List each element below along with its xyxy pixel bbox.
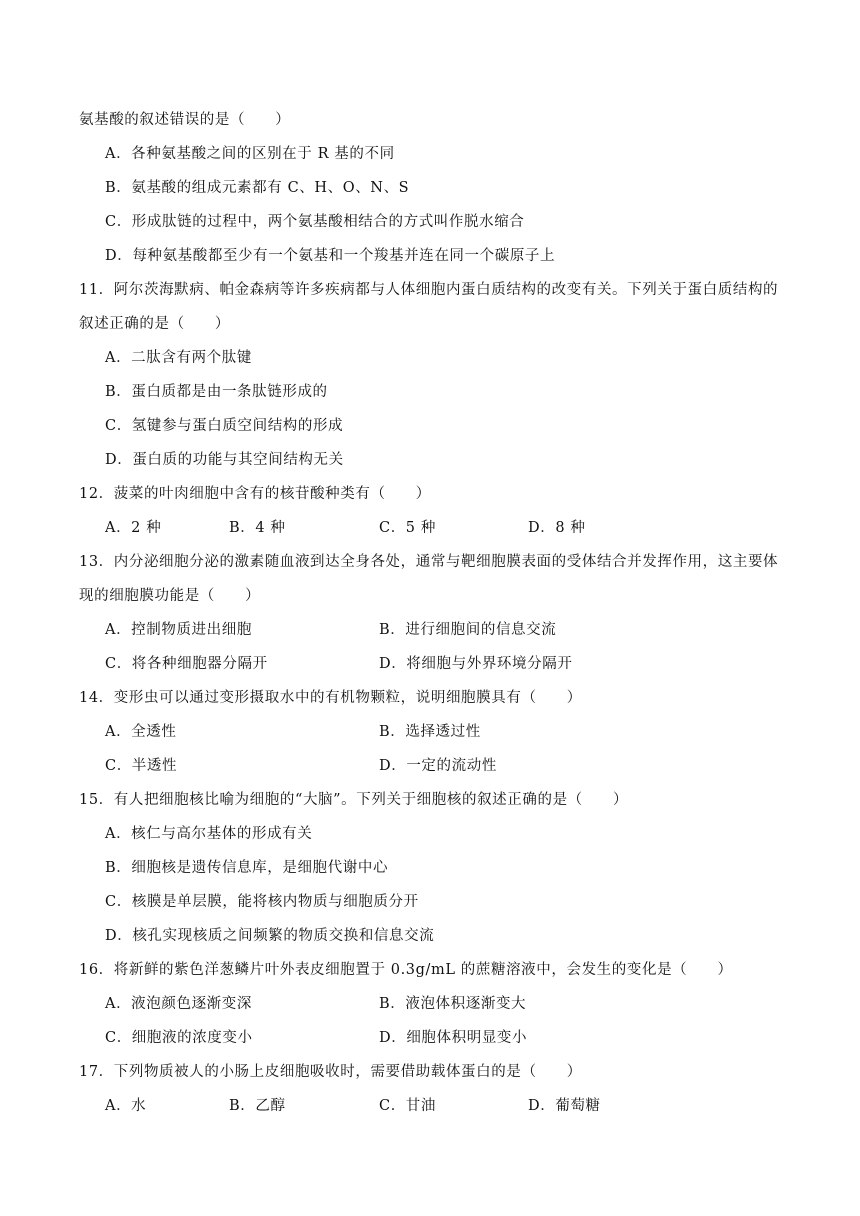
question-15-option-c: C．核膜是单层膜，能将核内物质与细胞质分开 — [105, 894, 419, 910]
question-12-stem: 12．菠菜的叶肉细胞中含有的核苷酸种类有（ ） — [79, 486, 431, 502]
question-11-option-d: D．蛋白质的功能与其空间结构无关 — [105, 452, 344, 468]
question-17-option-b: B．乙醇 — [229, 1098, 286, 1114]
question-14-option-a: A．全透性 — [105, 724, 177, 740]
question-11-option-b: B．蛋白质都是由一条肽链形成的 — [105, 384, 328, 400]
question-10-option-c: C．形成肽链的过程中，两个氨基酸相结合的方式叫作脱水缩合 — [105, 214, 525, 230]
question-14-option-d: D．一定的流动性 — [379, 758, 497, 774]
question-16-option-c: C．细胞液的浓度变小 — [105, 1030, 253, 1046]
question-13-stem-line-1: 13．内分泌细胞分泌的激素随血液到达全身各处，通常与靶细胞膜表面的受体结合并发挥作用，这主要体 — [79, 554, 779, 570]
question-10-option-b: B．氨基酸的组成元素都有 C、H、O、N、S — [105, 180, 410, 196]
question-13-option-a: A．控制物质进出细胞 — [105, 622, 252, 638]
question-15-option-a: A．核仁与高尔基体的形成有关 — [105, 826, 313, 842]
question-17-stem: 17．下列物质被人的小肠上皮细胞吸收时，需要借助载体蛋白的是（ ） — [79, 1064, 582, 1080]
question-10-stem-tail: 氨基酸的叙述错误的是（ ） — [79, 112, 291, 128]
question-10-option-a: A．各种氨基酸之间的区别在于 R 基的不同 — [105, 146, 395, 162]
question-15-stem: 15．有人把细胞核比喻为细胞的“大脑”。下列关于细胞核的叙述正确的是（ ） — [79, 792, 629, 808]
question-17-option-a: A．水 — [105, 1098, 147, 1114]
question-15-option-d: D．核孔实现核质之间频繁的物质交换和信息交流 — [105, 928, 435, 944]
question-12-option-a: A．2 种 — [105, 520, 162, 536]
question-12-option-d: D．8 种 — [528, 520, 586, 536]
question-10-option-d: D．每种氨基酸都至少有一个氨基和一个羧基并连在同一个碳原子上 — [105, 248, 556, 264]
question-16-stem: 16．将新鲜的紫色洋葱鳞片叶外表皮细胞置于 0.3g/mL 的蔗糖溶液中，会发生的变化是（ ） — [79, 962, 733, 978]
question-11-stem-line-1: 11．阿尔茨海默病、帕金森病等许多疾病都与人体细胞内蛋白质结构的改变有关。下列关于蛋白质结构的 — [79, 282, 779, 298]
question-12-option-c: C．5 种 — [379, 520, 436, 536]
question-12-option-b: B．4 种 — [229, 520, 286, 536]
question-11-stem-line-2: 叙述正确的是（ ） — [79, 316, 230, 332]
question-11-option-a: A．二肽含有两个肽键 — [105, 350, 252, 366]
question-13-option-c: C．将各种细胞器分隔开 — [105, 656, 268, 672]
question-17-option-c: C．甘油 — [379, 1098, 436, 1114]
question-13-option-b: B．进行细胞间的信息交流 — [379, 622, 557, 638]
question-14-option-c: C．半透性 — [105, 758, 178, 774]
question-15-option-b: B．细胞核是遗传信息库，是细胞代谢中心 — [105, 860, 389, 876]
question-16-option-a: A．液泡颜色逐渐变深 — [105, 996, 252, 1012]
question-14-stem: 14．变形虫可以通过变形摄取水中的有机物颗粒，说明细胞膜具有（ ） — [79, 690, 582, 706]
question-11-option-c: C．氢键参与蛋白质空间结构的形成 — [105, 418, 344, 434]
question-16-option-b: B．液泡体积逐渐变大 — [379, 996, 527, 1012]
question-13-stem-line-2: 现的细胞膜功能是（ ） — [79, 588, 261, 604]
question-17-option-d: D．葡萄糖 — [528, 1098, 601, 1114]
question-16-option-d: D．细胞体积明显变小 — [379, 1030, 528, 1046]
question-13-option-d: D．将细胞与外界环境分隔开 — [379, 656, 573, 672]
question-14-option-b: B．选择透过性 — [379, 724, 481, 740]
